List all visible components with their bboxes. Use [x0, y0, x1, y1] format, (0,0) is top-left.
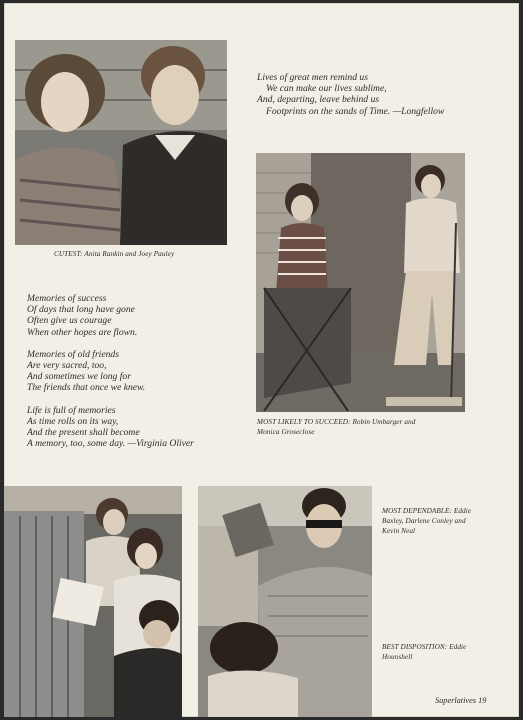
poem-stanza — [27, 349, 194, 394]
caption-line: MOST LIKELY TO SUCCEED: Robin Umbarger and — [257, 418, 416, 426]
poem-line: Life is full of memories — [27, 404, 116, 416]
poem-line: When other hopes are flown. — [27, 326, 138, 338]
yearbook-page — [4, 3, 519, 717]
poem-line: And the present shall become — [27, 427, 140, 439]
poem-line: Memories of old friends — [27, 348, 119, 360]
photo-most-likely-to-succeed — [256, 153, 465, 412]
photo-most-dependable — [4, 486, 182, 717]
poem-line: We can make our lives sublime, — [266, 83, 387, 95]
poem-line: The friends that once we knew. — [27, 382, 146, 394]
poem-virginia-oliver — [27, 293, 194, 460]
photo-best-disposition — [198, 486, 372, 717]
poem-line: Lives of great men remind us — [257, 72, 368, 83]
poem-line: As time rolls on its way, — [27, 415, 119, 427]
caption-line: Hounshell — [382, 653, 413, 661]
caption-most-dependable — [382, 506, 471, 536]
caption-cutest: CUTEST: Anita Rankin and Joey Pauley — [54, 250, 175, 258]
caption-line: BEST DISPOSITION: Eddie — [382, 643, 467, 651]
caption-line: Kevin Neal — [382, 527, 416, 535]
poem-line: Footprints on the sands of Time. —Longfellow — [266, 105, 445, 117]
poem-longfellow — [257, 72, 444, 117]
photo-cutest — [15, 40, 227, 245]
poem-line: Often give us courage — [27, 315, 112, 327]
poem-line: Of days that long have gone — [27, 304, 135, 316]
poem-line: And sometimes we long for — [27, 371, 131, 383]
caption-line: Baxley, Darlene Conley and — [382, 517, 466, 525]
poem-line: Memories of success — [27, 293, 107, 304]
poem-line: A memory, too, some day. —Virginia Oliver — [27, 438, 194, 450]
poem-line: Are very sacred, too, — [27, 360, 107, 372]
caption-best-disposition — [382, 642, 466, 662]
poem-stanza — [27, 405, 194, 450]
caption-line: MOST DEPENDABLE: Eddie — [382, 507, 472, 515]
caption-line: Monica Groseclose — [257, 428, 315, 436]
caption-most-likely-to-succeed — [257, 417, 415, 437]
poem-stanza — [27, 293, 194, 338]
page-folio: Superlatives 19 — [435, 696, 487, 705]
poem-line: And, departing, leave behind us — [257, 94, 380, 106]
